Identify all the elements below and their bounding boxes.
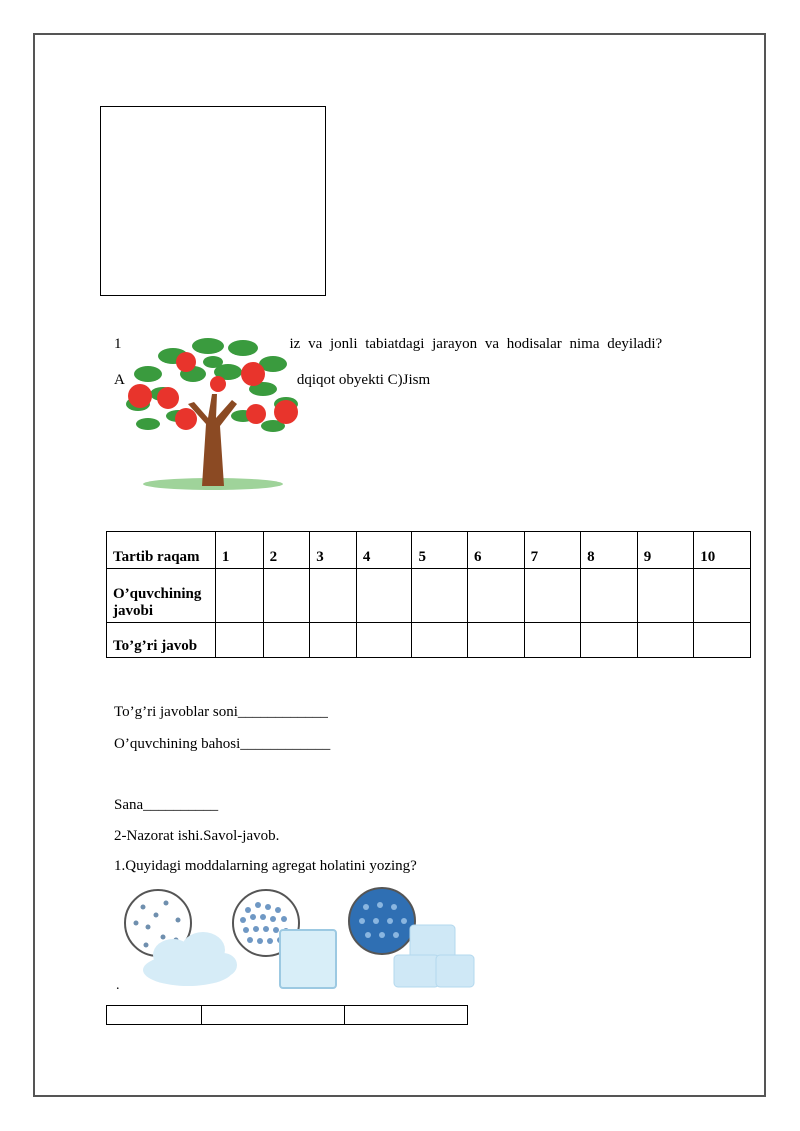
row-label-student-answer: O’quvchining javobi (107, 569, 216, 623)
answer-cell[interactable] (263, 623, 310, 658)
answer-cell[interactable] (263, 569, 310, 623)
row-label-correct-answer: To’g’ri javob (107, 623, 216, 658)
answer-cell[interactable] (581, 623, 638, 658)
answer-cell[interactable] (468, 623, 525, 658)
header-label: Tartib raqam (107, 532, 216, 569)
number-cell: 6 (468, 532, 525, 569)
number-cell: 10 (694, 532, 751, 569)
question-1-number: 1 (114, 336, 122, 352)
answer-cell[interactable] (524, 623, 581, 658)
answer-blank-table (106, 1005, 468, 1025)
number-cell: 2 (263, 532, 310, 569)
answer-cell[interactable] (356, 569, 412, 623)
table-row-correct-answer (107, 623, 751, 658)
answer-cell[interactable] (310, 569, 357, 623)
blank-cell[interactable] (345, 1006, 468, 1025)
answer-cell[interactable] (468, 569, 525, 623)
water-glass (280, 930, 336, 988)
answer-table (106, 531, 751, 658)
trunk (188, 394, 237, 486)
options-tail: dqiqot obyekti C)Jism (296, 372, 431, 388)
number-cell: 4 (356, 532, 412, 569)
number-cell: 9 (637, 532, 694, 569)
grade-line: O’quvchining bahosi____________ (114, 736, 331, 752)
table-row-header (107, 532, 751, 569)
answer-cell[interactable] (215, 623, 263, 658)
answer-cell[interactable] (524, 569, 581, 623)
date-line: Sana__________ (114, 797, 219, 813)
table-row-student-answer (107, 569, 751, 623)
answer-cell[interactable] (412, 623, 468, 658)
correct-count-line: To’g’ri javoblar soni____________ (114, 704, 328, 720)
number-cell: 5 (412, 532, 468, 569)
number-cell: 1 (215, 532, 263, 569)
answer-cell[interactable] (356, 623, 412, 658)
states-of-matter-image (118, 885, 478, 995)
photo-placeholder-box (100, 106, 326, 296)
table-row (107, 1006, 468, 1025)
answer-cell[interactable] (637, 623, 694, 658)
answer-cell[interactable] (637, 569, 694, 623)
answer-cell[interactable] (581, 569, 638, 623)
answer-cell[interactable] (412, 569, 468, 623)
answer-cell[interactable] (215, 569, 263, 623)
section-2-title: 2-Nazorat ishi.Savol-javob. (114, 828, 280, 844)
option-a-label: A (114, 372, 125, 388)
answer-cell[interactable] (694, 569, 751, 623)
number-cell: 3 (310, 532, 357, 569)
number-cell: 8 (581, 532, 638, 569)
question-1-tail: iz va jonli tabiatdagi jarayon va hodisalar nima deyiladi? (289, 336, 663, 352)
dot-mark: . (116, 978, 120, 993)
blank-cell[interactable] (202, 1006, 345, 1025)
blank-cell[interactable] (107, 1006, 202, 1025)
answer-cell[interactable] (694, 623, 751, 658)
apple-tree-image (118, 334, 300, 490)
section-2-question: 1.Quyidagi moddalarning agregat holatini yozing? (114, 858, 417, 874)
answer-cell[interactable] (310, 623, 357, 658)
number-cell: 7 (524, 532, 581, 569)
